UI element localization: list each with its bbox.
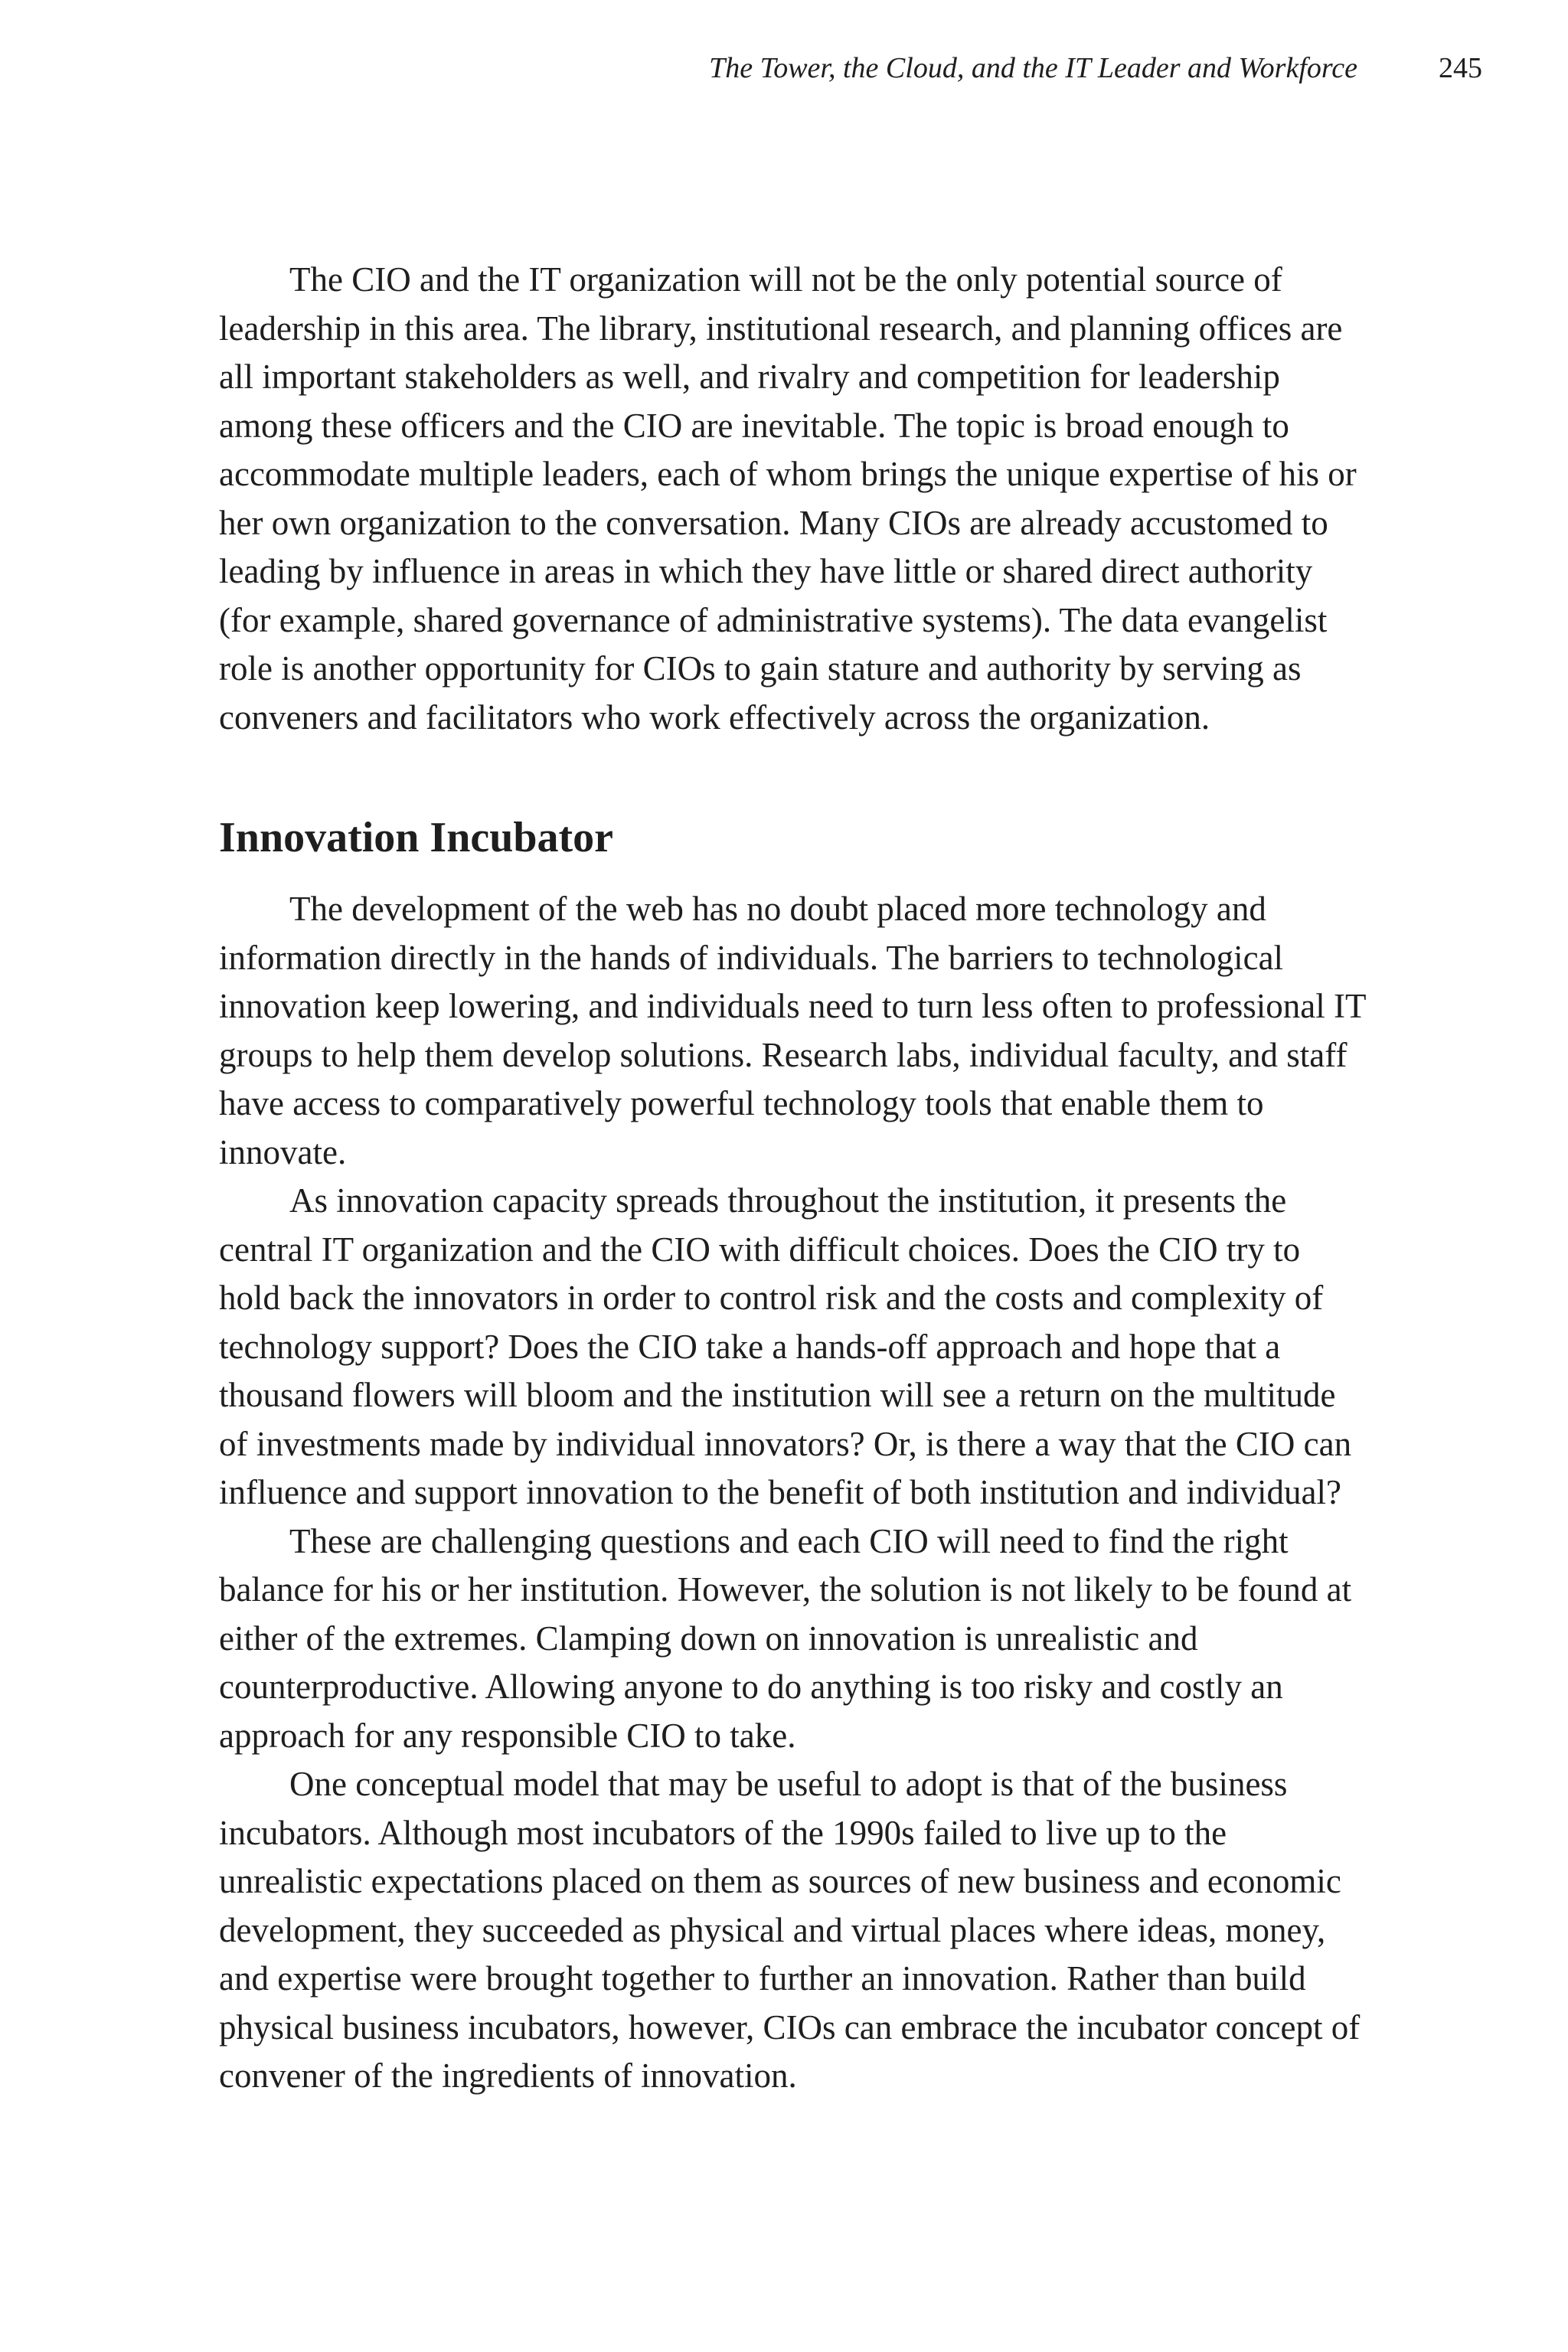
running-title: The Tower, the Cloud, and the IT Leader and Workforce xyxy=(709,52,1357,84)
paragraph: These are challenging questions and each CIO will need to find the right balance for his or her institution. However, the solution is not likely to be found at either of the extremes. Clamping down on innovation is unrealistic and counterproductive. Allowing anyone to do anything is too risky and costly an approach for any responsible CIO to take. xyxy=(219,1521,1352,1755)
paragraph: As innovation capacity spreads throughout the institution, it presents the central IT organization and the CIO with difficult choices. Does the CIO try to hold back the innovators in order to control risk and the costs and complexity of technology support? Does the CIO take a hands-off approach and hope that a thousand flowers will bloom and the institution will see a return on the multitude of investments made by individual innovators? Or, is there a way that the CIO can influence and support innovation to the benefit of both institution and individual? xyxy=(219,1181,1352,1511)
paragraph: The development of the web has no doubt placed more technology and information directly in the hands of individuals. The barriers to technological innovation keep lowering, and individuals need to turn less often to professional IT groups to help them develop solutions. Research labs, individual faculty, and staff have access to comparatively powerful technology tools that enable them to innovate. xyxy=(219,890,1366,1171)
page-number: 245 xyxy=(1439,52,1482,84)
paragraph: The CIO and the IT organization will not be the only potential source of leadership in this area. The library, institutional research, and planning offices are all important stakeholders as well, and rivalry and competition for leadership among these officers and the CIO are inevitable. The topic is broad enough to accommodate multiple leaders, each of whom brings the unique expertise of his or her own organization to the conversation. Many CIOs are already accustomed to leading by influence in areas in which they have little or shared direct authority (for example, shared governance of administrative systems). The data evangelist role is another opportunity for CIOs to gain stature and authority by serving as conveners and facilitators who work effectively across the organization. xyxy=(219,260,1357,737)
running-header xyxy=(709,49,1482,87)
section-heading: Innovation Incubator xyxy=(219,814,614,861)
paragraph: One conceptual model that may be useful to adopt is that of the business incubators. Although most incubators of the 1990s failed to live up to the unrealistic expectations placed on them as sources of new business and economic development, they succeeded as physical and virtual places where ideas, money, and expertise were brought together to further an innovation. Rather than build physical business incubators, however, CIOs can embrace the incubator concept of convener of the ingredients of innovation. xyxy=(219,1765,1361,2095)
body-text xyxy=(219,256,1367,2101)
